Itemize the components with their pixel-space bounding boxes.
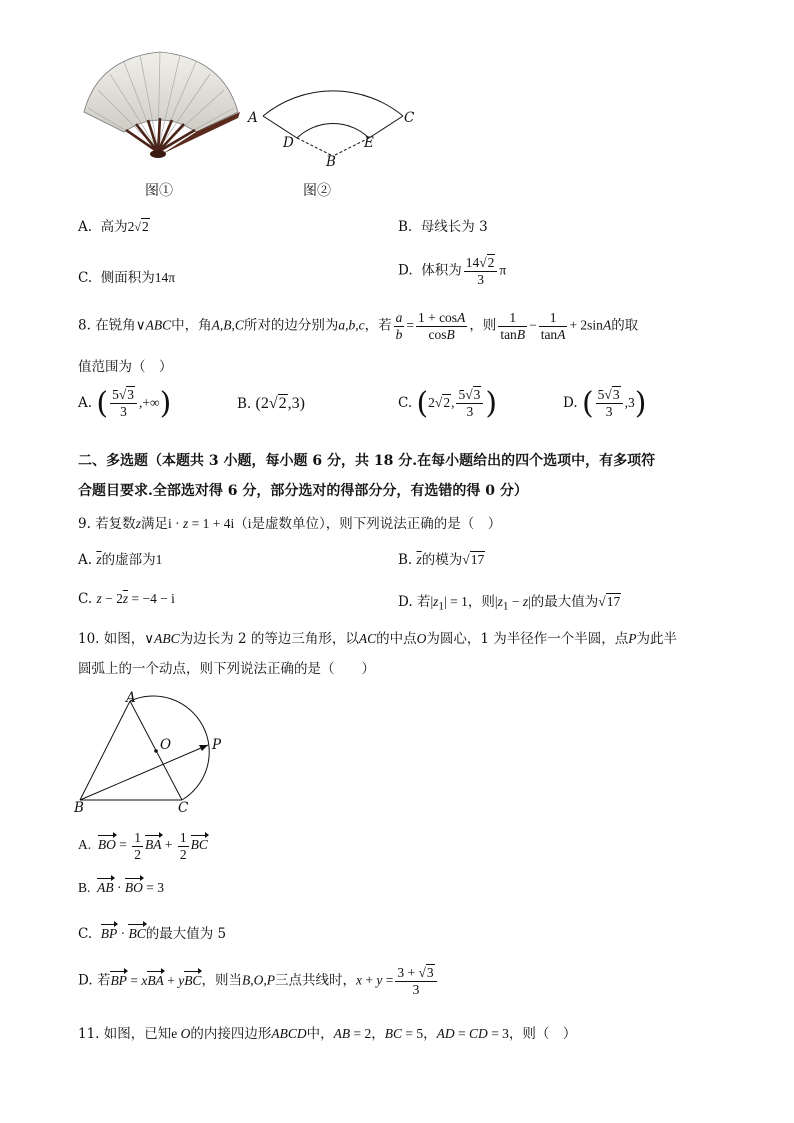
q10-stem: 10. 如图，∨ABC为边长为 2 的等边三角形，以AC的中点O为圆心，1 为半径作一个半圆，点P为此半 bbox=[78, 631, 677, 647]
q10-fig-label-c: C bbox=[178, 800, 189, 816]
q7-option-b[interactable]: B. 母线长为 3 bbox=[398, 219, 488, 235]
q9-option-d[interactable]: D. 若$|z_1| = 1$，则$|z_1 - z|$的最大值为√17 bbox=[398, 594, 621, 613]
fig2-label-d: D bbox=[283, 135, 294, 151]
q9-stem: 9. 若复数z满足i · z = 1 + 4i（i是虚数单位），则下列说法正确的是（ ） bbox=[78, 516, 502, 532]
fig2-label-a: A bbox=[248, 110, 258, 126]
q9-option-a[interactable]: A. $\overline{z}$的虚部为1 bbox=[78, 552, 163, 568]
triangle-semicircle-diagram bbox=[78, 695, 228, 810]
fig2-label-c: C bbox=[404, 110, 415, 126]
q7-option-a[interactable]: A. 高为2√2 bbox=[78, 219, 149, 235]
q7-option-c[interactable]: C. 侧面积为14π bbox=[78, 270, 176, 286]
fig1-caption: 图① bbox=[145, 183, 173, 199]
fig2-label-b: B bbox=[326, 154, 336, 170]
q10-fig-label-p: P bbox=[212, 737, 222, 753]
q10-stem-line2: 圆弧上的一个动点，则下列说法正确的是（ ） bbox=[78, 661, 375, 677]
q9-option-b[interactable]: B. $\overline{z}$的模为√17 bbox=[398, 552, 485, 568]
q10-fig-label-o: O bbox=[160, 737, 172, 753]
fig2-label-e: E bbox=[364, 135, 374, 151]
q10-fig-label-b: B bbox=[74, 800, 84, 816]
q9-option-c[interactable]: C. $z - 2\overline{z} = -4 - i$ bbox=[78, 591, 175, 607]
section2-heading-line2: 合题目要求.全部选对得 6 分，部分选对的得部分分，有选错的得 0 分） bbox=[78, 483, 528, 499]
q7-option-d[interactable]: D. 体积为 $\frac{14√2}{3}$ π bbox=[398, 255, 507, 287]
q10-option-a[interactable]: A. BO = $\frac{1}{2}$ BA + $\frac{1}{2}$ BC bbox=[78, 830, 208, 862]
q10-fig-label-a: A bbox=[126, 690, 136, 706]
q11-stem: 11. 如图，已知e O的内接四边形ABCD中，AB = 2，BC = 5，AD = CD = 3，则（ ） bbox=[78, 1026, 577, 1042]
q10-option-c[interactable]: C. BP · BC的最大值为 5 bbox=[78, 926, 227, 942]
q8-option-b[interactable]: B. (2√2,3) bbox=[237, 395, 305, 412]
q10-option-b[interactable]: B. AB · BO = 3 bbox=[78, 880, 165, 895]
section2-heading-line1: 二、多选题（本题共 3 小题，每小题 6 分，共 18 分.在每小题给出的四个选项中，有多项符 bbox=[78, 453, 656, 469]
q10-option-d[interactable]: D. 若BP = xBA + yBC，则当B,O,P三点共线时，x + y = $\frac{3 + √3}{3}$ bbox=[78, 965, 439, 997]
fan-figure bbox=[78, 50, 243, 162]
fig2-caption: 图② bbox=[303, 183, 331, 199]
q8-stem: 8. 在锐角∨ABC中，角A,B,C所对的边分别为a,b,c，若 $\frac{a}{b}$ = $\frac{1 + \cos A}{\cos B}$ ，则 $\frac{1}{\tan B}$ − $\frac{1}{\tan A}$ + 2sinA的取 bbox=[78, 310, 639, 342]
q8-option-a[interactable]: A. ( $\frac{5√3}{3}$ ,+∞) bbox=[78, 386, 172, 421]
q8-option-d[interactable]: D. ( $\frac{5√3}{3}$ ,3) bbox=[563, 386, 647, 421]
q8-stem-line2: 值范围为（ ） bbox=[78, 359, 173, 375]
q8-option-c[interactable]: C. (2√2, $\frac{5√3}{3}$ ) bbox=[398, 386, 498, 421]
